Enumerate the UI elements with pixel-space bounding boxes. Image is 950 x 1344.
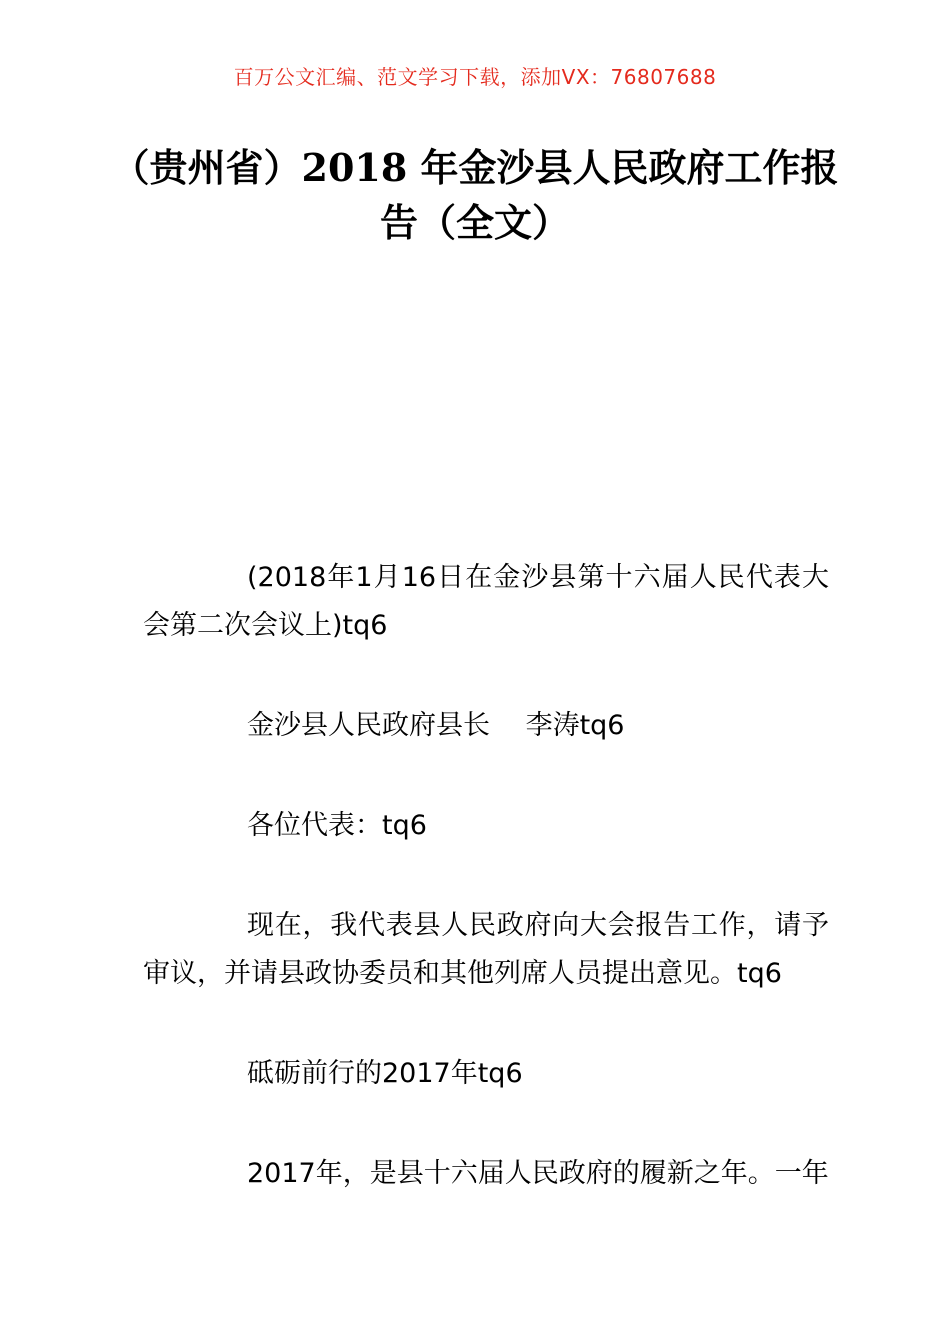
intro-paragraph: 现在，我代表县人民政府向大会报告工作，请予审议，并请县政协委员和其他列席人员提出意见。tq6 <box>143 910 829 989</box>
section-heading-paragraph: 砥砺前行的2017年tq6 <box>247 1058 523 1089</box>
meeting-info-paragraph: (2018年1月16日在金沙县第十六届人民代表大会第二次会议上)tq6 <box>143 562 829 641</box>
document-title <box>95 140 855 250</box>
author-line-paragraph: 金沙县人民政府县长 李涛tq6 <box>247 710 625 741</box>
document-body <box>143 554 829 1250</box>
document-title-line-1: （贵州省）2018 年金沙县人民政府工作报 <box>111 145 839 190</box>
body-paragraph: 2017年，是县十六届人民政府的履新之年。一年 <box>247 1158 829 1189</box>
promo-notice-text: 百万公文汇编、范文学习下载，添加VX：76807688 <box>233 65 717 89</box>
document-title-line-2: 告（全文） <box>379 200 570 245</box>
salutation-paragraph: 各位代表：tq6 <box>247 810 427 841</box>
